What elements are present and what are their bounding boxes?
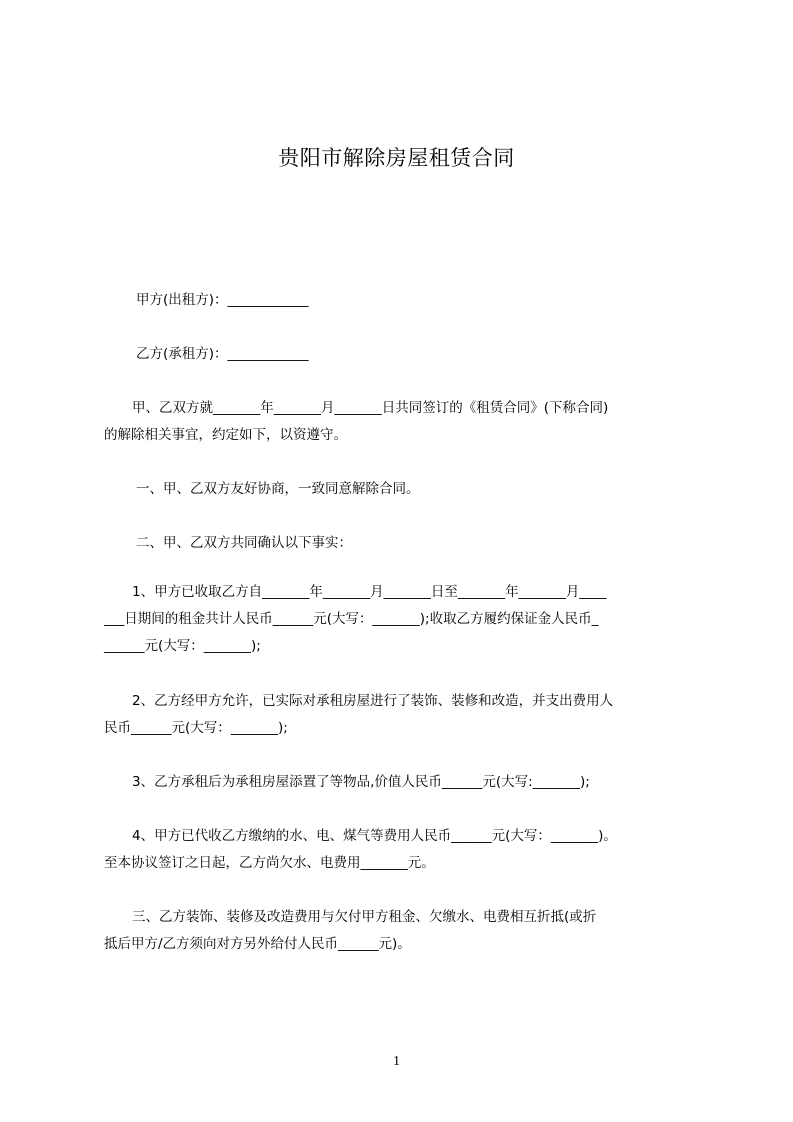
intro-line-1: 甲、乙双方就_______年_______月_______日共同签订的《租赁合同》(下称合同) bbox=[132, 400, 609, 416]
clause-2 bbox=[136, 530, 742, 557]
clause-1-text: 一、甲、乙双方友好协商，一致同意解除合同。 bbox=[136, 481, 420, 497]
clause-3-line-1: 三、乙方装饰、装修及改造费用与欠付甲方租金、欠缴水、电费相互折抵(或折 bbox=[132, 909, 597, 925]
clause-3-line-2: 抵后甲方/乙方须向对方另外给付人民币______元)。 bbox=[104, 936, 411, 952]
party-b-text: 乙方(承租方)：____________ bbox=[136, 346, 309, 362]
fact-3-line-1: 3、乙方承租后为承租房屋添置了等物品,价值人民币______元(大写:_______); bbox=[132, 774, 590, 790]
intro-paragraph bbox=[104, 395, 710, 449]
party-a-text: 甲方(出租方)：____________ bbox=[136, 292, 309, 308]
fact-3-paragraph bbox=[104, 769, 710, 796]
fact-1-line-3: ______元(大写：_______); bbox=[104, 638, 261, 654]
party-a-line bbox=[136, 287, 742, 314]
document-title: 贵阳市解除房屋租赁合同 bbox=[278, 146, 515, 170]
fact-2-paragraph bbox=[104, 688, 710, 742]
fact-4-line-2: 至本协议签订之日起，乙方尚欠水、电费用_______元。 bbox=[104, 855, 435, 871]
fact-2-line-2: 民币______元(大写：_______); bbox=[104, 720, 288, 736]
fact-4-line-1: 4、甲方已代收乙方缴纳的水、电、煤气等费用人民币______元(大写：_______)。 bbox=[132, 828, 617, 844]
page-number: 1 bbox=[393, 1054, 400, 1069]
clause-1 bbox=[136, 476, 742, 503]
fact-1-line-1: 1、甲方已收取乙方自_______年_______月_______日至_______年_______月____ bbox=[132, 584, 607, 600]
fact-4-paragraph bbox=[104, 823, 710, 877]
fact-1-paragraph bbox=[104, 579, 710, 660]
clause-2-text: 二、甲、乙双方共同确认以下事实： bbox=[136, 535, 352, 551]
intro-line-2: 的解除相关事宜，约定如下，以资遵守。 bbox=[104, 427, 347, 443]
fact-1-line-2: ___日期间的租金共计人民币______元(大写：_______);收取乙方履约保证金人民币_ bbox=[104, 611, 599, 627]
fact-2-line-1: 2、乙方经甲方允许，已实际对承租房屋进行了装饰、装修和改造，并支出费用人 bbox=[132, 693, 614, 709]
party-b-line bbox=[136, 341, 742, 368]
clause-3-paragraph bbox=[104, 904, 710, 958]
